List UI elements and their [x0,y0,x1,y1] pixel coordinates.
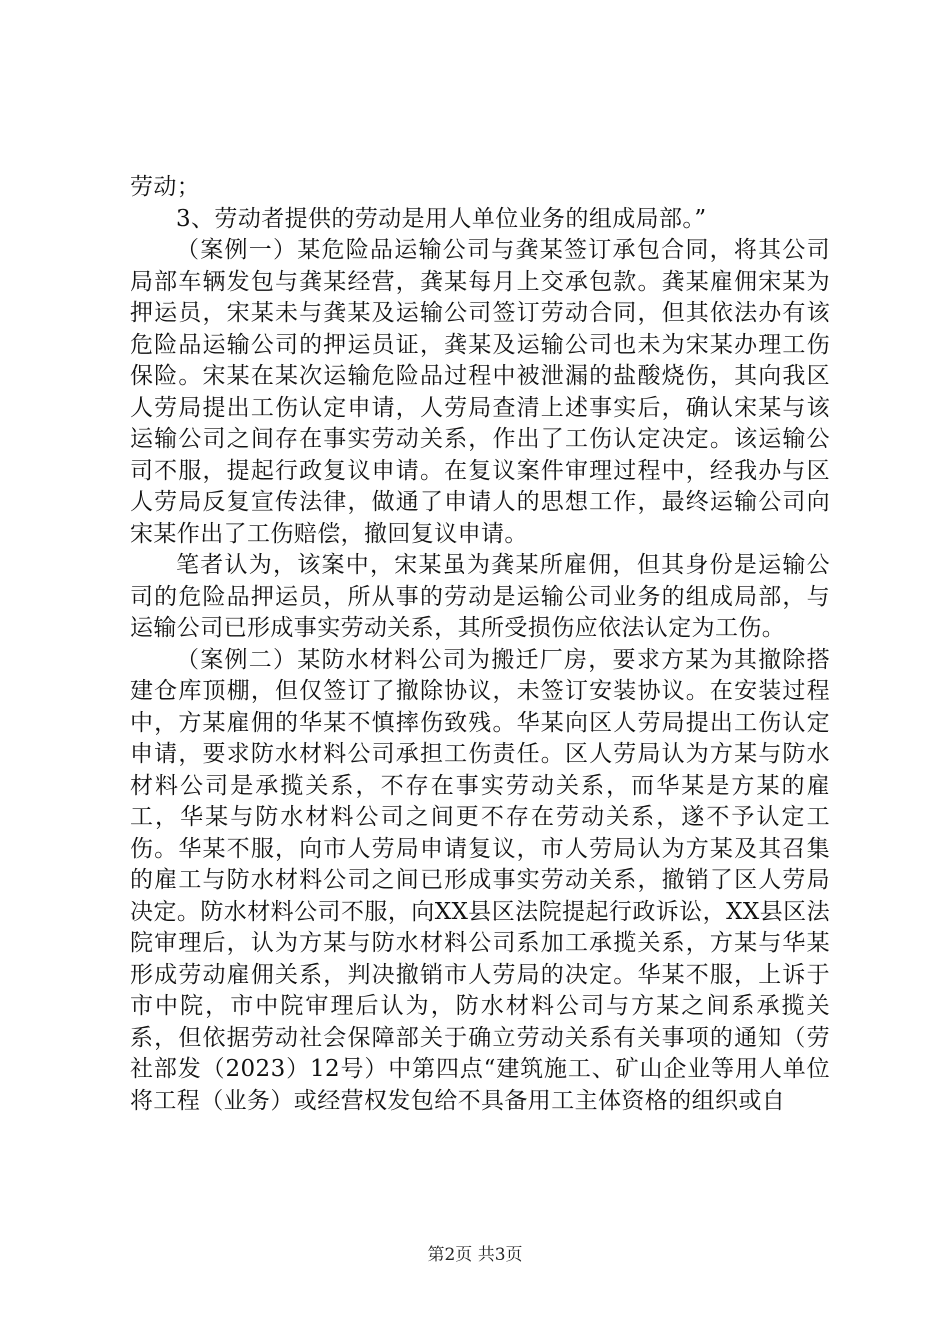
document-body [130,172,830,1117]
paragraph-case-one: （案例一）某危险品运输公司与龚某签订承包合同，将其公司局部车辆发包与龚某经营，龚某每月上交承包款。龚某雇佣宋某为押运员，宋某未与龚某及运输公司签订劳动合同，但其依法办有该危险品运输公司的押运员证，龚某及运输公司也未为宋某办理工伤保险。宋某在某次运输危险品过程中被泄漏的盐酸烧伤，其向我区人劳局提出工伤认定申请，人劳局查清上述事实后，确认宋某与该运输公司之间存在事实劳动关系，作出了工伤认定决定。该运输公司不服，提起行政复议申请。在复议案件审理过程中，经我办与区人劳局反复宣传法律，做通了申请人的思想工作，最终运输公司向宋某作出了工伤赔偿，撤回复议申请。 [130,237,830,547]
paragraph-item-3: 3、劳动者提供的劳动是用人单位业务的组成局部。” [176,205,707,232]
page-footer [0,1244,950,1266]
paragraph-continuation: 劳动； [130,174,201,200]
paragraph-case-two: （案例二）某防水材料公司为搬迁厂房，要求方某为其撤除搭建仓库顶棚，但仅签订了撤除协议，未签订安装协议。在安装过程中，方某雇佣的华某不慎摔伤致残。华某向区人劳局提出工伤认定申请，要求防水材料公司承担工伤责任。区人劳局认为方某与防水材料公司是承揽关系，不存在事实劳动关系，而华某是方某的雇工，华某与防水材料公司之间更不存在劳动关系，遂不予认定工伤。华某不服，向市人劳局申请复议，市人劳局认为方某及其召集的雇工与防水材料公司之间已形成事实劳动关系，撤销了区人劳局决定。防水材料公司不服，向XX县区法院提起行政诉讼，XX县区法院审理后，认为方某与防水材料公司系加工承揽关系，方某与华某形成劳动雇佣关系，判决撤销市人劳局的决定。华某不服，上诉于市中院，市中院审理后认为，防水材料公司与方某之间系承揽关系，但依据劳动社会保障部关于确立劳动关系有关事项的通知（劳社部发（2023）12号）中第四点“建筑施工、矿山企业等用人单位将工程（业务）或经营权发包给不具备用工主体资格的组织或自 [130,646,830,1114]
paragraph-author-opinion: 笔者认为，该案中，宋某虽为龚某所雇佣，但其身份是运输公司的危险品押运员，所从事的劳动是运输公司业务的组成局部，与运输公司已形成事实劳动关系，其所受损伤应依法认定为工伤。 [130,552,830,641]
page-number-label: 第2页 共3页 [427,1245,523,1265]
